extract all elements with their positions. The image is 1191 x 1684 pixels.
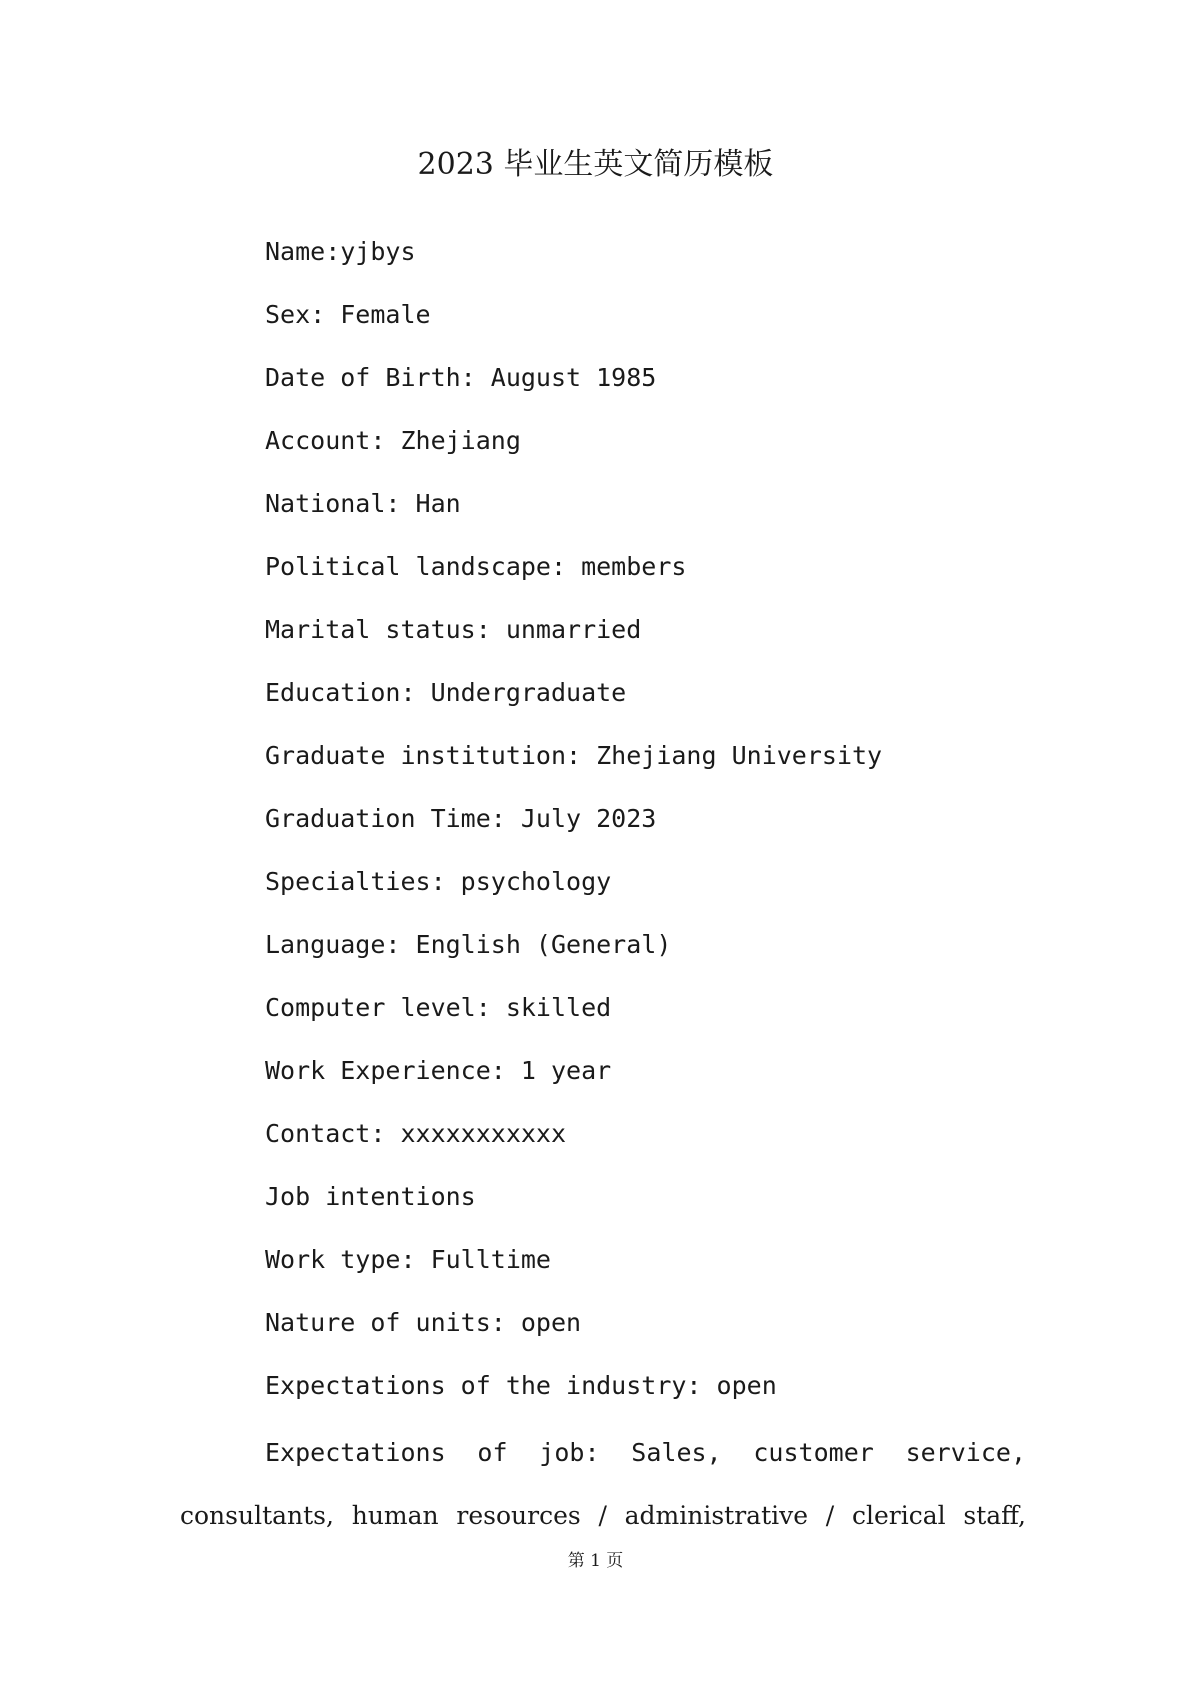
field-sex: Sex: Female: [265, 300, 431, 329]
field-specialties: Specialties: psychology: [265, 867, 612, 896]
resume-fields: [265, 232, 882, 1429]
field-account: Account: Zhejiang: [265, 426, 521, 455]
field-marital-status: Marital status: unmarried: [265, 615, 642, 644]
expectations-of-job-line1: Expectations of job: Sales, customer service,: [265, 1438, 1026, 1467]
field-graduation-time: Graduation Time: July 2023: [265, 804, 657, 833]
field-name: Name:yjbys: [265, 237, 416, 266]
field-language: Language: English (General): [265, 930, 672, 959]
field-national: National: Han: [265, 489, 461, 518]
field-contact: Contact: xxxxxxxxxxx: [265, 1119, 567, 1148]
field-expectations-industry: Expectations of the industry: open: [265, 1371, 777, 1400]
field-nature-of-units: Nature of units: open: [265, 1308, 582, 1337]
page-number: 第 1 页: [567, 1551, 624, 1571]
field-education: Education: Undergraduate: [265, 678, 627, 707]
field-work-type: Work type: Fulltime: [265, 1245, 551, 1274]
field-political-landscape: Political landscape: members: [265, 552, 687, 581]
section-job-intentions: Job intentions: [265, 1182, 476, 1211]
field-date-of-birth: Date of Birth: August 1985: [265, 363, 657, 392]
field-work-experience: Work Experience: 1 year: [265, 1056, 612, 1085]
expectations-of-job-line2: consultants, human resources / administrative / clerical staff,: [180, 1501, 1026, 1530]
field-computer-level: Computer level: skilled: [265, 993, 612, 1022]
field-graduate-institution: Graduate institution: Zhejiang University: [265, 741, 883, 770]
document-title: 2023 毕业生英文简历模板: [417, 147, 774, 182]
